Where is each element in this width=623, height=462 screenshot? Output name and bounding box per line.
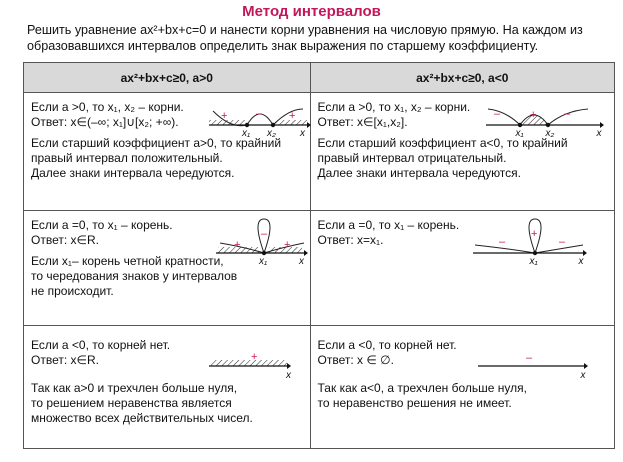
r2-left-diagram xyxy=(214,217,310,257)
r2-right-minus1: – xyxy=(498,236,505,248)
r2-right-diagram xyxy=(471,217,591,257)
r3-right-x-label: x xyxy=(580,370,586,381)
r1-left-line1: Если a >0, то x₁, x₂ – корни. xyxy=(31,100,184,114)
header-a-negative: ax²+bx+c≥0, a<0 xyxy=(310,63,614,93)
r1-left-line2: Ответ: x∈(–∞; x₁]∪[x₂; +∞). xyxy=(31,115,179,129)
r1-right-x2-dot xyxy=(545,123,549,127)
r2-right-x1-dot xyxy=(532,251,536,255)
r1-left-x2-label: x₂ xyxy=(267,128,276,139)
r1-right-x-label: x xyxy=(596,128,602,139)
cell-r2-left xyxy=(24,211,311,326)
cell-r2-right xyxy=(310,211,614,326)
r1-left-plus1: + xyxy=(221,110,228,122)
r3-left-x-label: x xyxy=(286,370,291,381)
r1-right-arc1 xyxy=(488,109,520,125)
r1-right-line1: Если a >0, то x₁, x₂ – корни. xyxy=(317,100,471,114)
r3-left-hatch xyxy=(211,360,287,366)
r2-left-plus2: + xyxy=(284,239,291,251)
r1-right-x1-dot xyxy=(517,123,521,127)
r1-left-x-label: x xyxy=(300,128,305,139)
r2-left-x1-label: x₁ xyxy=(259,256,268,267)
r3-right-note2: то неравенство решения не имеет. xyxy=(317,396,512,410)
cell-r3-right xyxy=(310,326,614,449)
r1-left-note2: правый интервал положительный. xyxy=(31,151,223,165)
r3-left-note3: множество всех действительных чисел. xyxy=(31,411,253,425)
r1-left-plus2: + xyxy=(289,110,296,122)
r2-left-plus1: + xyxy=(234,239,241,251)
r1-left-diagram xyxy=(207,95,311,135)
r3-right-note1: Так как a<0, а трехчлен больше нуля, xyxy=(317,381,527,395)
cell-r3-left xyxy=(24,326,311,449)
r2-right-plus: + xyxy=(530,228,537,240)
r3-right-line1: Если a <0, то корней нет. xyxy=(317,338,457,352)
cell-r1-left xyxy=(24,93,311,211)
header-a-positive: ax²+bx+c≥0, a>0 xyxy=(24,63,311,93)
r2-left-note3: не происходит. xyxy=(31,284,114,298)
r2-left-note1: Если x₁– корень четной кратности, xyxy=(31,254,224,268)
r1-right-minus2: – xyxy=(563,108,570,120)
r2-right-x1-label: x₁ xyxy=(529,256,538,267)
r3-left-diagram xyxy=(207,352,293,372)
r2-left-line1: Если a =0, то x₁ – корень. xyxy=(31,218,173,232)
r2-right-line2: Ответ: x=x₁. xyxy=(317,233,384,247)
r2-left-note2: то чередования знаков у интервалов xyxy=(31,269,238,283)
r2-left-x-label: x xyxy=(299,256,304,267)
r3-right-arrow xyxy=(584,363,588,369)
r2-right-x-label: x xyxy=(578,256,584,267)
cell-r1-right xyxy=(310,93,614,211)
r3-left-note2: то решением неравенства является xyxy=(31,396,232,410)
r1-left-x1-label: x₁ xyxy=(242,128,251,139)
r1-right-note3: Далее знаки интервала чередуются. xyxy=(317,166,521,180)
r1-right-line2: Ответ: x∈[x₁,x₂]. xyxy=(317,115,408,129)
r3-right-diagram xyxy=(476,352,592,372)
r1-left-x1-dot xyxy=(245,123,249,127)
r2-left-line2: Ответ: x∈R. xyxy=(31,233,99,247)
r1-left-minus: – xyxy=(256,108,263,120)
r1-right-minus1: – xyxy=(493,108,500,120)
intervals-table xyxy=(23,62,615,449)
r3-left-line1: Если a <0, то корней нет. xyxy=(31,338,171,352)
r3-left-plus: + xyxy=(251,351,258,363)
r1-left-x2-dot xyxy=(271,123,275,127)
r1-left-note1: Если старший коэффициент a>0, то крайний xyxy=(31,136,282,150)
r1-left-note3: Далее знаки интервала чередуются. xyxy=(31,166,235,180)
r2-left-minus: – xyxy=(261,228,268,240)
r1-right-note1: Если старший коэффициент a<0, то крайний xyxy=(317,136,568,150)
r3-right-line2: Ответ: x ∈ ∅. xyxy=(317,353,394,367)
r2-left-arrow xyxy=(304,250,308,256)
r3-left-line2: Ответ: x∈R. xyxy=(31,353,99,367)
page-title: Метод интервалов xyxy=(242,3,381,20)
r1-right-x1-label: x₁ xyxy=(515,128,524,139)
r3-left-arrow xyxy=(287,363,291,369)
r2-right-minus2: – xyxy=(558,236,565,248)
r1-right-diagram xyxy=(484,95,606,135)
r1-right-plus: + xyxy=(529,109,536,121)
r2-right-line1: Если a =0, то x₁ – корень. xyxy=(317,218,460,232)
intro-text: Решить уравнение ax²+bx+c=0 и нанести корни уравнения на числовую прямую. На каждом из образовавшихся интервалов определить знак выражения по старшему коэффициенту. xyxy=(27,23,583,53)
r3-right-minus: – xyxy=(525,352,532,364)
r1-right-x2-label: x₂ xyxy=(545,128,555,139)
r2-left-x1-dot xyxy=(262,251,266,255)
r3-left-note1: Так как a>0 и трехчлен больше нуля, xyxy=(31,381,238,395)
r1-right-note2: правый интервал отрицательный. xyxy=(317,151,507,165)
